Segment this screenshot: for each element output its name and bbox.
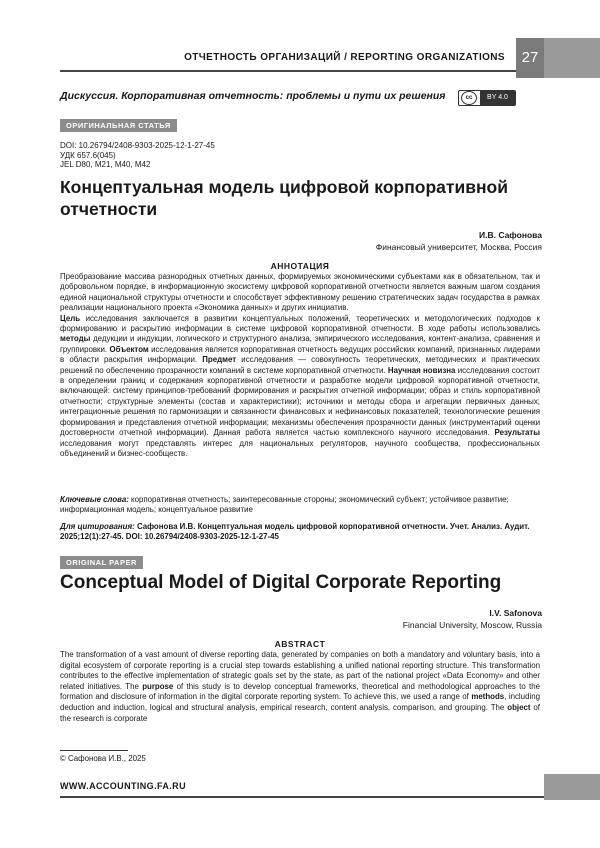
kw-purpose: purpose [142,681,174,691]
text-novelty: исследования состоит в определении границ и содержания корпоративной отчетности и разработке модели цифровой корпоративной отчетности, включающей: систему принципов-требований формирования и раскрытия отчетной информации; образ и стиль корпоративной отчетности; структурные элементы (состав и характеристики); источники и методы сбора и агрегации первичных данных; интеграционные решения по гармонизации и связанности финансовых и нефинансовых показателей; технологические решения формирования и представления отчетной информации; механизмы обеспечения прозрачности данных (инструментарий оценки достоверности отчетной информации). Данная работа является частью комплексного научного исследования. [60,365,540,438]
discussion-section: Дискуссия. Корпоративная отчетность: проблемы и пути их решения [60,90,446,102]
keywords-ru [60,495,540,516]
kw-methods-en: methods [471,692,505,702]
affiliation-ru: Финансовый университет, Москва, Россия [375,242,542,252]
page-number: 27 [516,38,544,78]
abstract-heading-ru: АННОТАЦИЯ [270,261,330,271]
original-article-badge: ОРИГИНАЛЬНАЯ СТАТЬЯ [60,119,177,132]
article-metadata [60,141,215,170]
text-object-en: of the research is corporate [60,702,541,723]
footnote-rule [60,750,128,751]
jel-codes: JEL D80, M21, M40, M42 [60,160,151,169]
keywords-text: корпоративная отчетность; заинтересованные стороны; экономический субъект; устойчивое развитие; информационная модель; концептуальное развитие [60,495,509,515]
original-paper-badge: ORIGINAL PAPER [60,556,143,569]
journal-url[interactable]: WWW.ACCOUNTING.FA.RU [60,781,186,791]
header-tab [544,38,600,78]
text-results: исследования могут представлять интерес для национальных регуляторов, научного сообщества, профессиональных объединений и бизнес-сообществ. [60,438,540,458]
keywords-label: Ключевые слова: [60,495,129,504]
abstract-ru [60,272,540,459]
kw-subject: Предмет [202,355,237,365]
text-methods: дедукции и индукции, логического и структурного анализа, эмпирического исследования, контент-анализа, сравнения и группировки. [60,334,540,354]
copyright: © Сафонова И.В., 2025 [60,754,146,763]
footer-rule [60,796,544,798]
kw-object: Объектом [109,344,149,354]
citation [60,522,540,543]
kw-novelty: Научная новизна [387,365,456,375]
affiliation-en: Financial University, Moscow, Russia [402,620,542,630]
text-subject: исследования — совокупность теоретических, методических и практических решений по обеспечению прозрачности компаний в системе корпоративной отчетности. [60,355,540,375]
abstract-ru-intro: Преобразование массива разнородных отчетных данных, формируемых экономическими субъектами как в обязательном, так и добровольном порядке, в информационную экосистему цифровой корпоративной отчетности является важным шагом создания единой национальной структуры отчетности и способствует эффективному решению стратегических задач государства в рамках реализации национального проекта «Экономика данных» и других инициатив. [60,272,540,313]
kw-methods: методы [60,334,91,344]
text-methods-en: , including deduction and induction, logical and structural analysis, empirical research, content analysis, comparison, and grouping. The [60,692,540,712]
udk: УДК 657.6(045) [60,150,116,160]
text-object: исследования является корпоративная отчетность ведущих российских компаний, признанных лидерами в области раскрытия информации. [60,344,541,365]
footer-tab [544,774,600,800]
title-ru-line1: Концептуальная модель цифровой корпоративной [60,177,508,197]
cc-icon: cc [461,91,477,105]
kw-goal: Цель [60,313,81,323]
abstract-heading-en: ABSTRACT [274,639,326,649]
citation-label: Для цитирования: [60,522,135,531]
abstract-en [60,650,540,724]
author-en: I.V. Safonova [489,608,542,618]
journal-section-header: ОТЧЕТНОСТЬ ОРГАНИЗАЦИЙ / REPORTING ORGANIZATIONS [184,52,505,63]
kw-object-en: object [507,702,531,712]
author-ru: И.В. Сафонова [479,230,542,240]
license-label: BY 4.0 [480,91,515,105]
citation-text: Сафонова И.В. Концептуальная модель цифровой корпоративной отчетности. Учет. Анализ. Аудит. 2025;12(1):27-45. DOI: 10.26794/2408-9303-2025-12-1-27-45 [60,522,530,542]
kw-results: Результаты [494,428,540,438]
text-goal: исследования заключается в развитии концептуальных положений, теоретических и методологических подходов к формированию и раскрытию информации в системе цифровой корпоративной отчетности. В ходе работы использовались [60,313,540,334]
text-purpose: of this study is to develop conceptual frameworks, theoretical and methodological approaches to the formation and disclosure of information in the digital corporate reporting system. To achieve this, we used a range of [60,681,540,702]
article-title-en: Conceptual Model of Digital Corporate Reporting [60,572,502,593]
cc-license-badge [458,90,516,106]
header-rule [60,70,516,72]
abstract-en-intro: The transformation of a vast amount of diverse reporting data, generated by companies on both a mandatory and voluntary basis, into a digital ecosystem of corporate reporting is a crucial step towards establishing a unified national reporting structure. This transformation contributes to the effective implementation of strategic goals set by the state, as part of the national project «Data Economy» and other related initiatives. The [60,650,540,691]
doi: DOI: 10.26794/2408-9303-2025-12-1-27-45 [60,141,215,150]
article-title-ru [60,176,540,220]
title-ru-line2: отчетности [60,199,158,219]
